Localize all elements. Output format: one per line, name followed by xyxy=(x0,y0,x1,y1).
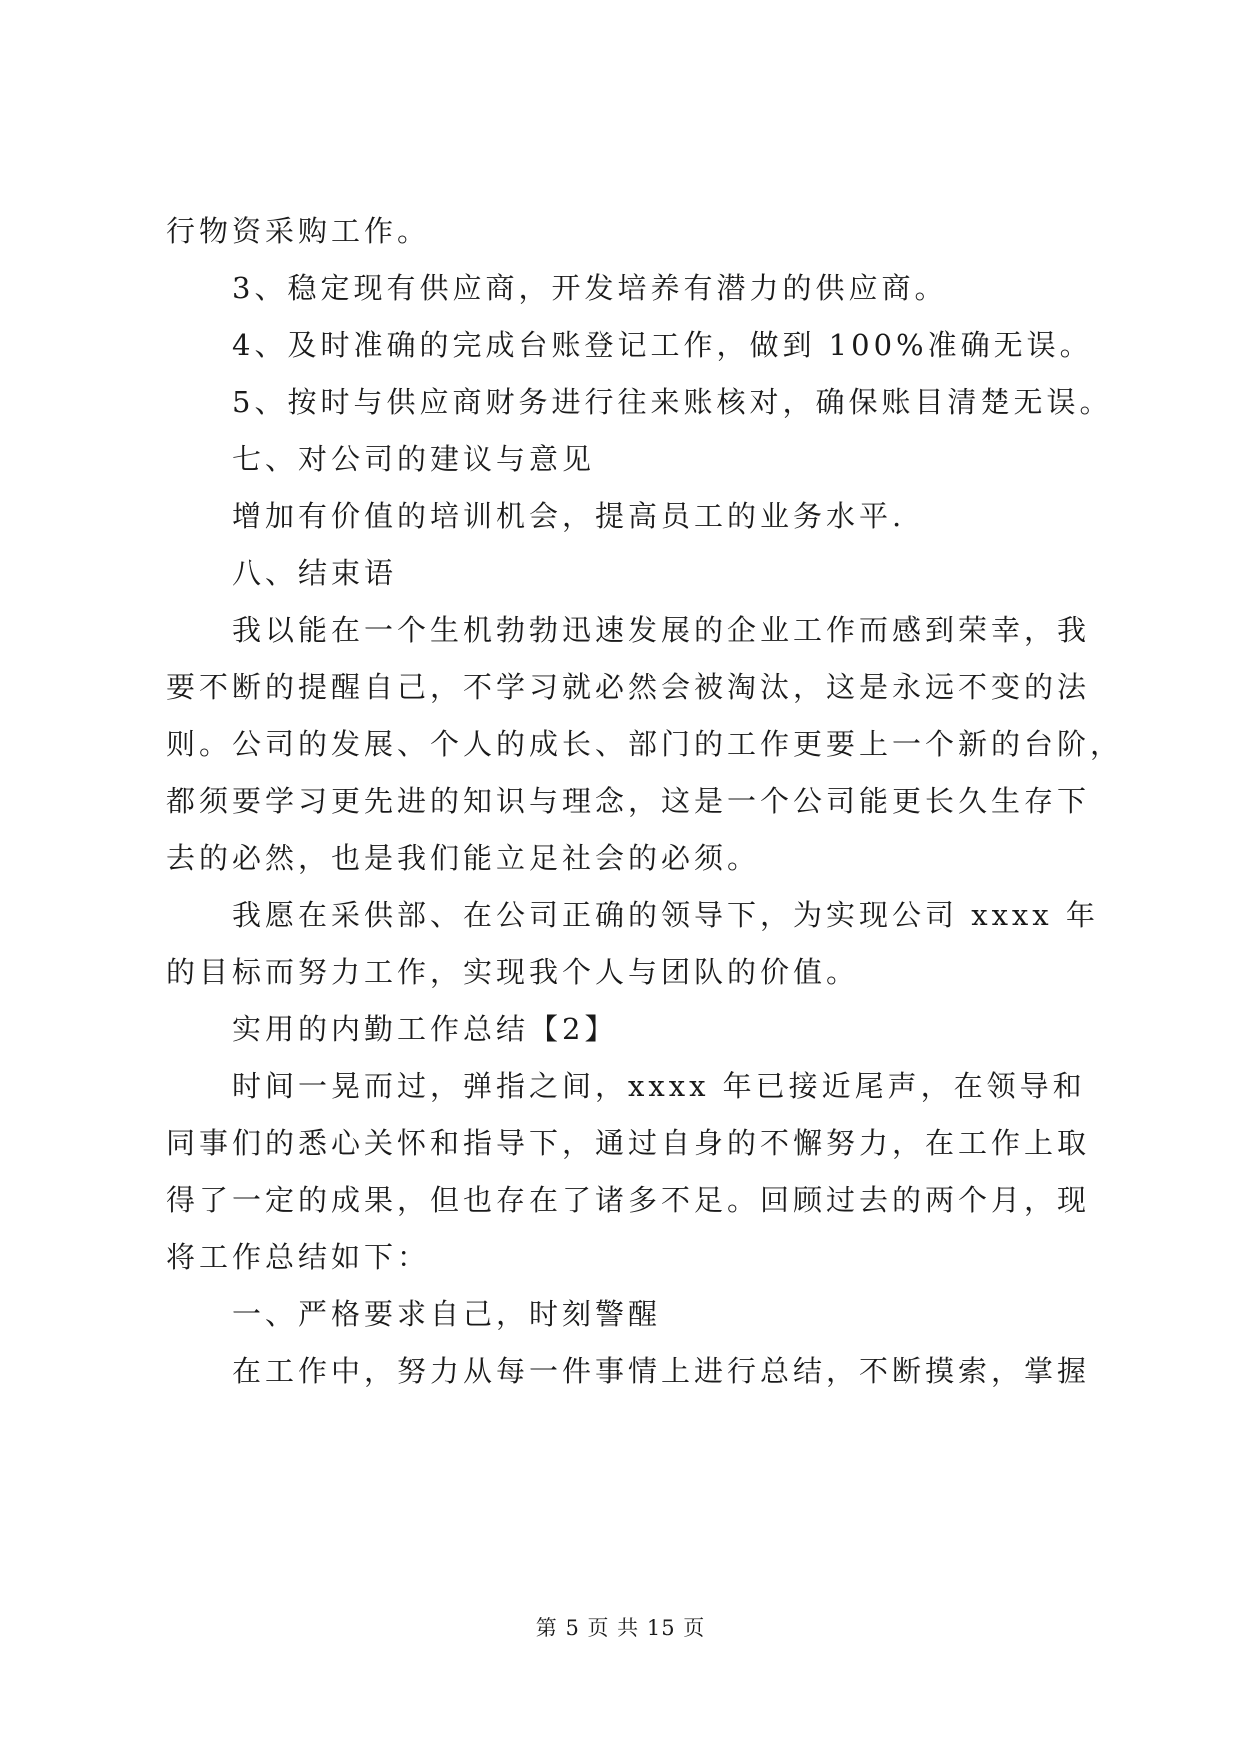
section-heading: 七、对公司的建议与意见 xyxy=(232,442,596,476)
section-heading: 八、结束语 xyxy=(232,556,398,590)
text-line: 要不断的提醒自己，不学习就必然会被淘汰，这是永远不变的法 xyxy=(166,670,1091,704)
text-line: 则。公司的发展、个人的成长、部门的工作更要上一个新的台阶， xyxy=(166,727,1124,761)
article-title: 实用的内勤工作总结【2】 xyxy=(232,1012,618,1046)
list-item: 4、及时准确的完成台账登记工作，做到 100%准确无误。 xyxy=(232,328,1093,362)
section-heading: 一、严格要求自己，时刻警醒 xyxy=(232,1297,662,1331)
text-line: 同事们的悉心关怀和指导下，通过自身的不懈努力，在工作上取 xyxy=(166,1126,1091,1160)
page-footer: 第 5 页 共 15 页 xyxy=(535,1616,706,1640)
text-line: 都须要学习更先进的知识与理念，这是一个公司能更长久生存下 xyxy=(166,784,1091,818)
text-line: 增加有价值的培训机会，提高员工的业务水平. xyxy=(232,499,906,533)
text-line: 的目标而努力工作，实现我个人与团队的价值。 xyxy=(166,955,860,989)
text-line: 我以能在一个生机勃勃迅速发展的企业工作而感到荣幸，我 xyxy=(232,613,1091,647)
list-item: 5、按时与供应商财务进行往来账核对，确保账目清楚无误。 xyxy=(232,385,1113,419)
text-line: 在工作中，努力从每一件事情上进行总结，不断摸索，掌握 xyxy=(232,1354,1091,1388)
text-line: 时间一晃而过，弹指之间，xxxx 年已接近尾声，在领导和 xyxy=(232,1069,1086,1103)
text-line: 得了一定的成果，但也存在了诸多不足。回顾过去的两个月，现 xyxy=(166,1183,1091,1217)
text-line: 去的必然，也是我们能立足社会的必须。 xyxy=(166,841,761,875)
text-line: 将工作总结如下： xyxy=(166,1240,431,1274)
list-item: 3、稳定现有供应商，开发培养有潜力的供应商。 xyxy=(232,271,948,305)
text-line: 我愿在采供部、在公司正确的领导下，为实现公司 xxxx 年 xyxy=(232,898,1099,932)
text-line: 行物资采购工作。 xyxy=(166,214,431,248)
